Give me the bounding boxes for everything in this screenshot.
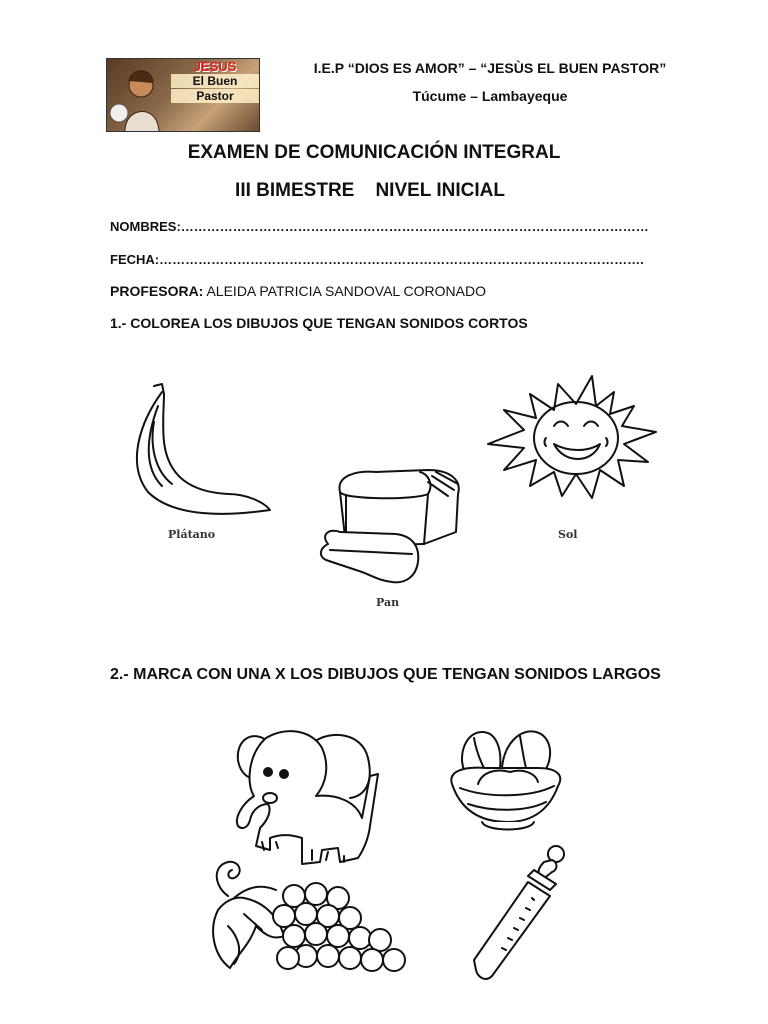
caption-sol: Sol (558, 528, 578, 541)
caption-pan: Pan (376, 596, 400, 609)
profesora-label: PROFESORA: (110, 283, 204, 299)
nombres-field[interactable]: NOMBRES:……………………………………………………………………………………………… (110, 219, 649, 234)
logo-text-pastor: Pastor (171, 89, 259, 103)
sun-icon[interactable] (484, 374, 664, 504)
profesora-line (110, 283, 486, 299)
exam-title: EXAMEN DE COMUNICACIÓN INTEGRAL (187, 142, 561, 163)
shepherd-icon (107, 59, 171, 131)
question-1: 1.- COLOREA LOS DIBUJOS QUE TENGAN SONIDOS CORTOS (110, 315, 528, 331)
profesora-name: ALEIDA PATRICIA SANDOVAL CORONADO (203, 283, 487, 299)
baby-bottle-icon[interactable] (472, 842, 582, 982)
caption-platano: Plátano (168, 528, 216, 541)
school-name: I.E.P “DIOS ES AMOR” – “JESÙS EL BUEN PASTOR” (313, 60, 667, 76)
fecha-field[interactable]: FECHA:…………………………………………………………………………………………………. (110, 252, 644, 267)
school-location: Túcume – Lambayeque (412, 88, 568, 104)
elephant-icon[interactable] (226, 724, 386, 868)
exam-subtitle: III BIMESTRE NIVEL INICIAL (235, 180, 505, 201)
banana-icon[interactable] (118, 382, 278, 522)
logo-text-el-buen: El Buen (171, 74, 259, 88)
bread-basket-icon[interactable] (446, 724, 566, 844)
logo-text-jesus: JESUS (193, 59, 237, 74)
question-2: 2.- MARCA CON UNA X LOS DIBUJOS QUE TENGAN SONIDOS LARGOS (110, 666, 661, 683)
grapes-icon[interactable] (204, 856, 414, 986)
school-logo (106, 58, 260, 132)
bread-icon[interactable] (316, 466, 466, 586)
